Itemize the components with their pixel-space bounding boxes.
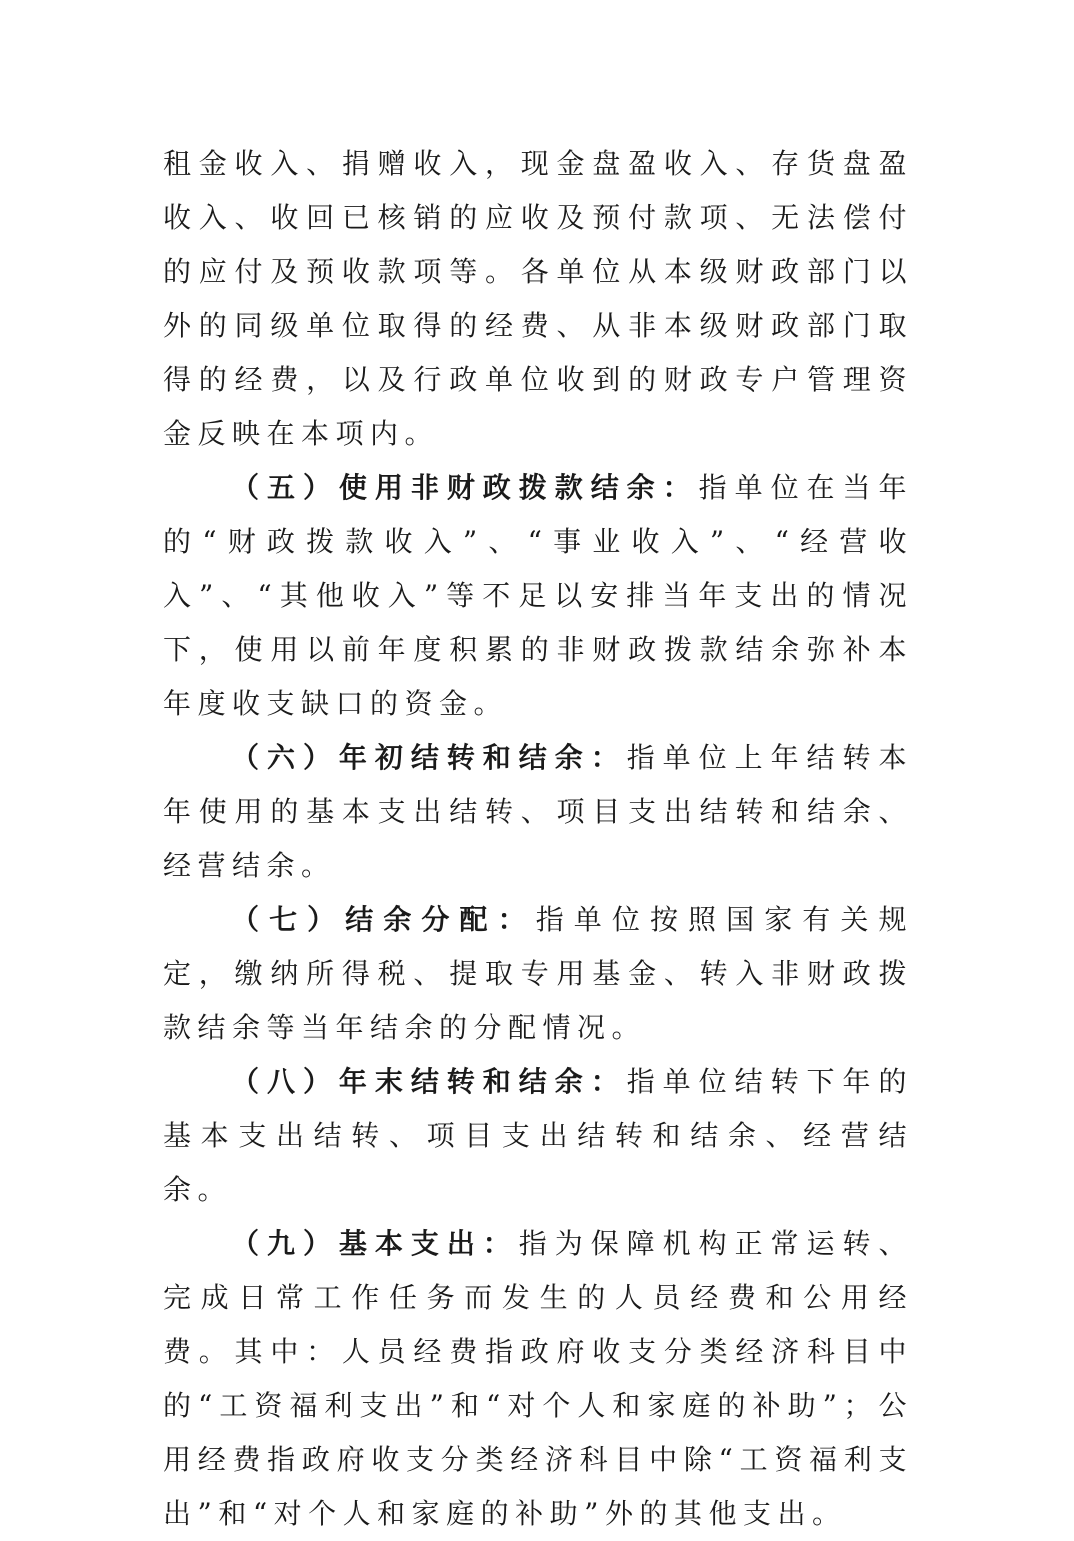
paragraph-text: 指单位结转下年的基本支出结转、项目支出结转和结余、经营结余。 (163, 1065, 913, 1206)
item-heading: （五）使用非财政拨款结余： (231, 471, 699, 504)
paragraph-text: 指单位在当年的“财政拨款收入”、“事业收入”、“经营收入”、“其他收入”等不足以安排当年支出的情况下，使用以前年度积累的非财政拨款结余弥补本年度收支缺口的资金。 (163, 471, 913, 720)
paragraph-item-5 (163, 461, 913, 731)
paragraph-continued (163, 137, 913, 461)
item-heading: （七）结余分配： (231, 903, 536, 936)
document-body (163, 137, 913, 1541)
item-heading: （六）年初结转和结余： (231, 741, 627, 774)
paragraph-item-8 (163, 1055, 913, 1217)
paragraph-item-6 (163, 731, 913, 893)
paragraph-text: 指单位上年结转本年使用的基本支出结转、项目支出结转和结余、经营结余。 (163, 741, 913, 882)
paragraph-item-9 (163, 1217, 913, 1541)
paragraph-text: 指单位按照国家有关规定，缴纳所得税、提取专用基金、转入非财政拨款结余等当年结余的分配情况。 (163, 903, 913, 1044)
item-heading: （八）年末结转和结余： (231, 1065, 627, 1098)
paragraph-item-7 (163, 893, 913, 1055)
paragraph-text: 指为保障机构正常运转、完成日常工作任务而发生的人员经费和公用经费。其中：人员经费指政府收支分类经济科目中的“工资福利支出”和“对个人和家庭的补助”；公用经费指政府收支分类经济科目中除“工资福利支出”和“对个人和家庭的补助”外的其他支出。 (163, 1227, 913, 1530)
item-heading: （九）基本支出： (231, 1227, 519, 1260)
paragraph-text: 租金收入、捐赠收入，现金盘盈收入、存货盘盈收入、收回已核销的应收及预付款项、无法偿付的应付及预收款项等。各单位从本级财政部门以外的同级单位取得的经费、从非本级财政部门取得的经费，以及行政单位收到的财政专户管理资金反映在本项内。 (163, 147, 913, 450)
